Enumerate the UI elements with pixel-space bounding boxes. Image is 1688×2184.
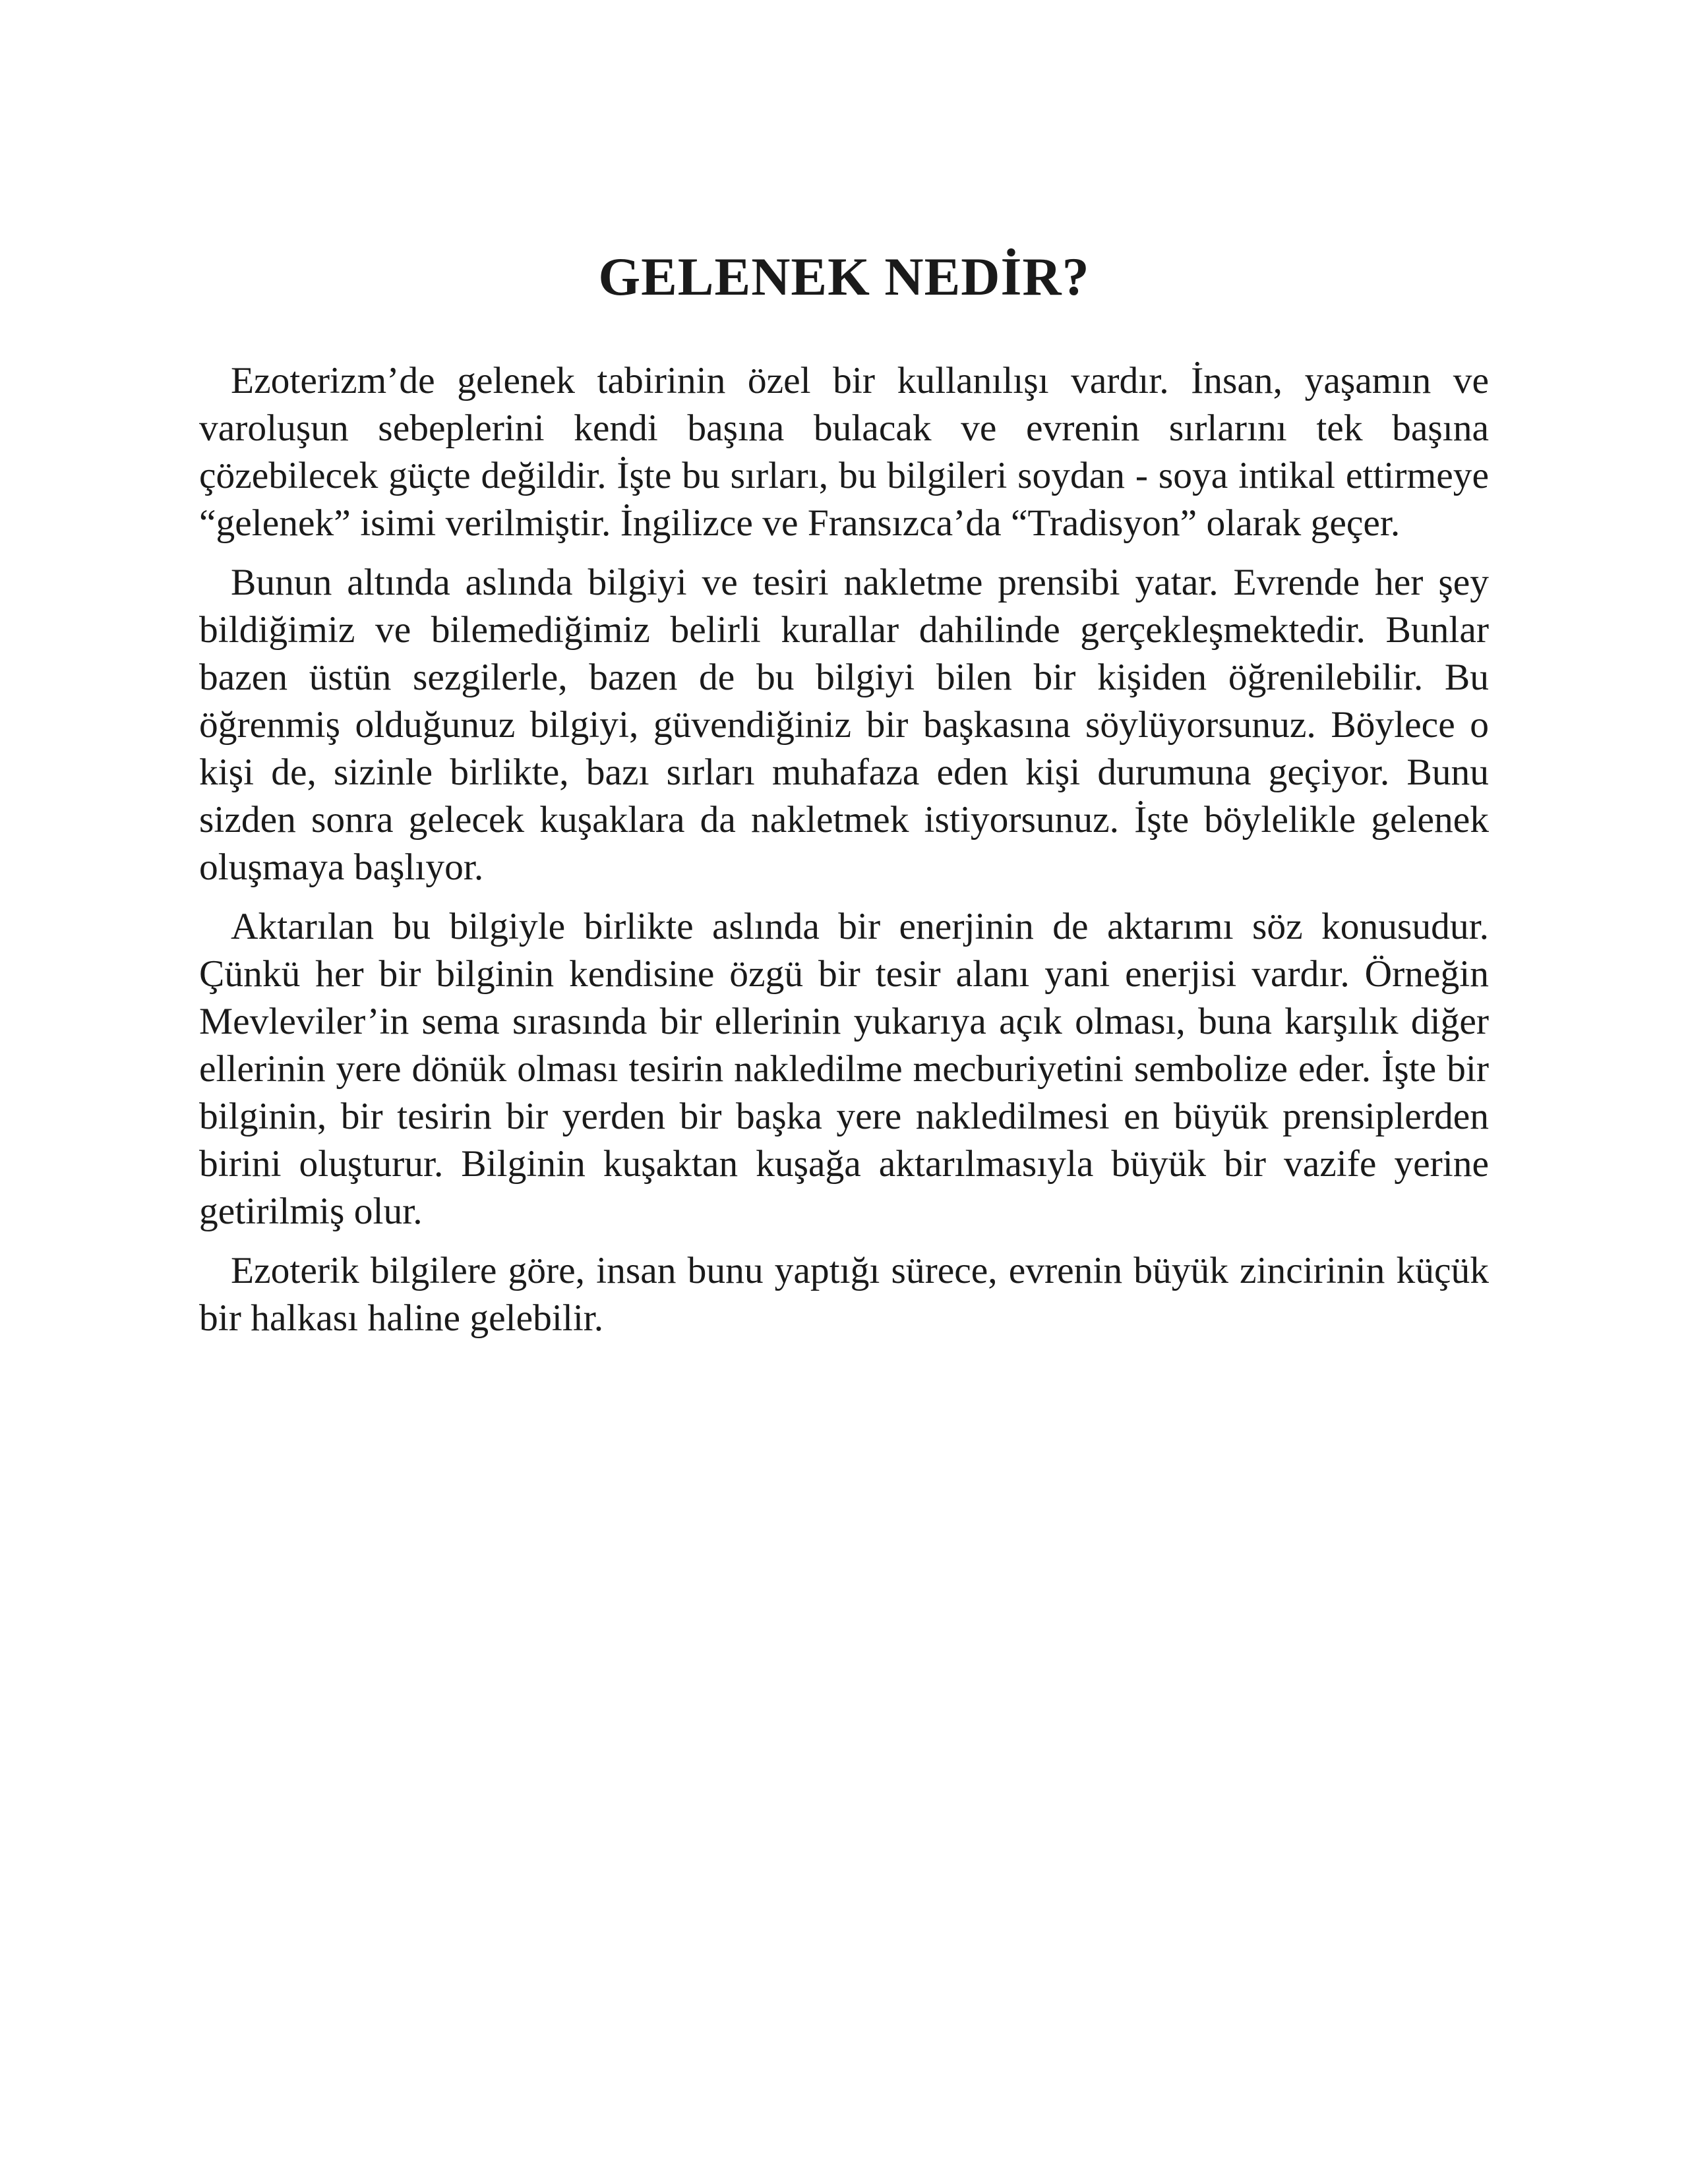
body-text [199, 357, 1489, 1354]
page-title: GELENEK NEDİR? [598, 247, 1090, 307]
paragraph-2: Bunun altında aslında bilgiyi ve tesiri nakletme prensibi yatar. Evrende her şey bildiğimiz ve bilemediğimiz belirli kurallar dahilinde gerçekleşmektedir. Bunlar bazen üstün sezgilerle, bazen de bu bilgiyi bilen bir kişiden öğrenilebilir. Bu öğrenmiş olduğunuz bilgiyi, güvendiğiniz bir başkasına söylüyorsunuz. Böylece o kişi de, sizinle birlikte, bazı sırları muhafaza eden kişi durumuna geçiyor. Bunu sizden sonra gelecek kuşaklara da nakletmek istiyorsunuz. İşte böylelikle gelenek oluşmaya başlıyor. [199, 562, 1489, 888]
paragraph-4: Ezoterik bilgilere göre, insan bunu yaptığı sürece, evrenin büyük zincirinin küçük bir halkası haline gelebilir. [199, 1250, 1489, 1339]
paragraph-1: Ezoterizm’de gelenek tabirinin özel bir kullanılışı vardır. İnsan, yaşamın ve varoluşun sebeplerini kendi başına bulacak ve evrenin sırlarını tek başına çözebilecek güçte değildir. İşte bu sırları, bu bilgileri soydan - soya intikal ettirmeye “gelenek” isimi verilmiştir. İngilizce ve Fransızca’da “Tradisyon” olarak geçer. [199, 360, 1489, 544]
paragraph-3: Aktarılan bu bilgiyle birlikte aslında bir enerjinin de aktarımı söz konusudur. Çünkü her bir bilginin kendisine özgü bir tesir alanı yani enerjisi vardır. Örneğin Mevleviler’in sema sırasında bir ellerinin yukarıya açık olması, buna karşılık diğer ellerinin yere dönük olması tesirin nakledilme mecburiyetini sembolize eder. İşte bir bilginin, bir tesirin bir yerden bir başka yere nakledilmesi en büyük prensiplerden birini oluşturur. Bilginin kuşaktan kuşağa aktarılmasıyla büyük bir vazife yerine getirilmiş olur. [199, 906, 1489, 1232]
